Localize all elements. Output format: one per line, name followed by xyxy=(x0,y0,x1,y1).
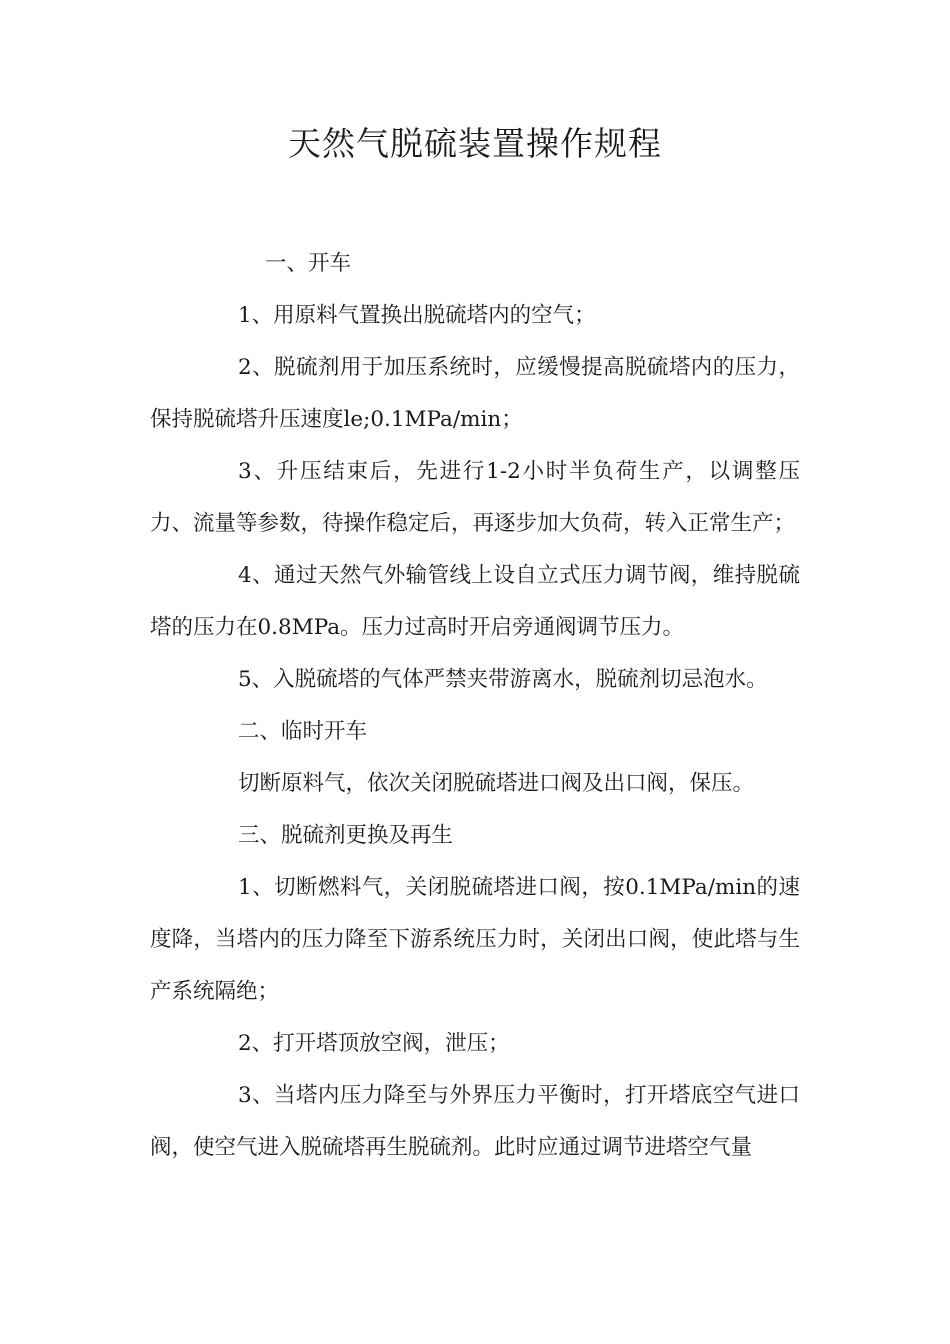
paragraph: 切断原料气，依次关闭脱硫塔进口阀及出口阀，保压。 xyxy=(238,771,755,796)
document-title: 天然气脱硫装置操作规程 xyxy=(288,124,662,163)
paragraph: 1、用原料气置换出脱硫塔内的空气； xyxy=(238,303,596,328)
section-heading-replacement: 三、脱硫剂更换及再生 xyxy=(238,823,454,848)
paragraph: 1、切断燃料气，关闭脱硫塔进口阀，按0.1MPa/min的速度降，当塔内的压力降至下游系统压力时，关闭出口阀，使此塔与生产系统隔绝； xyxy=(150,875,800,1004)
document-body xyxy=(150,238,800,1174)
section-heading-temporary: 二、临时开车 xyxy=(238,719,368,744)
paragraph: 3、升压结束后，先进行1-2小时半负荷生产，以调整压力、流量等参数，待操作稳定后，再逐步加大负荷，转入正常生产； xyxy=(150,459,800,536)
paragraph: 5、入脱硫塔的气体严禁夹带游离水，脱硫剂切忌泡水。 xyxy=(238,667,768,692)
paragraph: 2、脱硫剂用于加压系统时，应缓慢提高脱硫塔内的压力，保持脱硫塔升压速度le;0.1MPa/min； xyxy=(150,355,800,432)
paragraph: 4、通过天然气外输管线上设自立式压力调节阀，维持脱硫塔的压力在0.8MPa。压力过高时开启旁通阀调节压力。 xyxy=(150,563,800,640)
paragraph: 2、打开塔顶放空阀，泄压； xyxy=(238,1031,510,1056)
section-heading-startup: 一、开车 xyxy=(265,251,352,276)
paragraph: 3、当塔内压力降至与外界压力平衡时，打开塔底空气进口阀，使空气进入脱硫塔再生脱硫剂。此时应通过调节进塔空气量 xyxy=(150,1083,800,1160)
